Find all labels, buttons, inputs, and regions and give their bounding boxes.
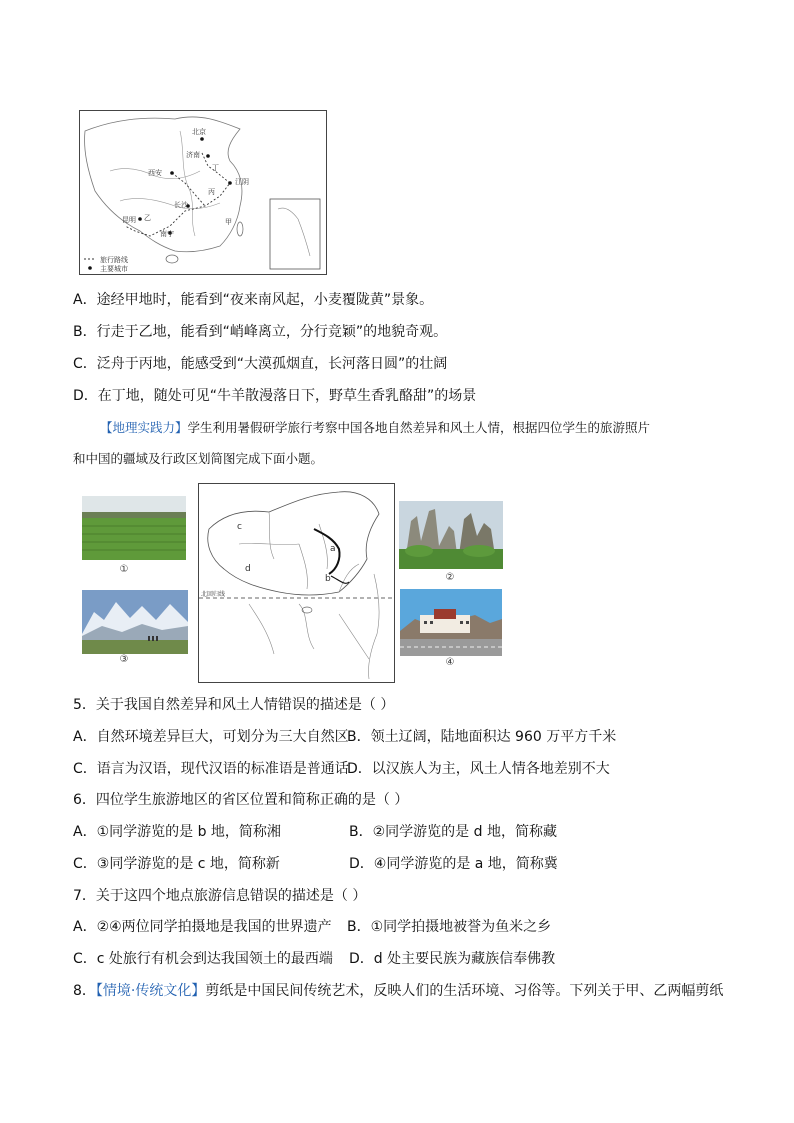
q4-option-d: D．在丁地，随处可见“牛羊散漫落日下，野草生香乳酪甜”的场景 (73, 388, 477, 404)
practice-text2: 和中国的疆域及行政区划简图完成下面小题。 (73, 451, 324, 466)
label-jinan: 济南 (186, 151, 200, 159)
label-yi: 乙 (144, 214, 151, 222)
q7-stem: 7．关于这四个地点旅游信息错误的描述是（ ） (73, 888, 367, 904)
q8-tag: 【情境·传统文化】 (95, 983, 206, 999)
route-map (79, 110, 327, 275)
label-jia: 甲 (225, 218, 232, 226)
caption-4: ④ (445, 657, 455, 668)
practice-intro-line1 (100, 418, 650, 438)
legend-route: 旅行路线 (100, 256, 128, 264)
q4-option-a: A．途经甲地时，能看到“夜来南风起，小麦覆陇黄”景象。 (73, 292, 434, 308)
label-kunming: 昆明 (122, 216, 136, 224)
q4-option-b: B．行走于乙地，能看到“峭峰离立，分行竞颖”的地貌奇观。 (73, 324, 448, 340)
q5-option-c: C．语言为汉语，现代汉语的标准语是普通话 (73, 761, 349, 777)
label-xian: 西安 (148, 169, 162, 177)
q8-stem (73, 981, 723, 1001)
q7-option-c: C．c 处旅行有机会到达我国领土的最西端 (73, 951, 333, 967)
caption-1: ① (119, 564, 129, 575)
q5-stem: 5．关于我国自然差异和风土人情错误的描述是（ ） (73, 697, 395, 713)
q6-option-c: C．③同学游览的是 c 地，简称新 (73, 856, 280, 872)
label-beijing: 北京 (192, 128, 206, 136)
china-province-map (198, 483, 395, 683)
map2-label-d: d (245, 564, 251, 574)
label-changsha: 长沙 (174, 201, 188, 209)
photo-snow-mountains (82, 590, 188, 654)
map2-label-c: c (237, 522, 242, 532)
q7-option-b: B．①同学拍摄地被誉为鱼米之乡 (347, 919, 552, 935)
practice-tag: 【地理实践力】 (100, 420, 188, 435)
practice-text1: 学生利用暑假研学旅行考察中国各地自然差异和风土人情，根据四位学生的旅游照片 (187, 420, 651, 435)
q8-text: 剪纸是中国民间传统艺术，反映人们的生活环境、习俗等。下列关于甲、乙两幅剪纸 (205, 983, 724, 999)
label-jiangyin: 江阴 (235, 178, 249, 186)
q5-option-a: A．自然环境差异巨大，可划分为三大自然区 (73, 729, 349, 745)
map2-label-a: a (330, 544, 336, 554)
tropic-label: 北回归线 (201, 591, 226, 598)
legend-city: 主要城市 (100, 265, 128, 273)
label-nanning: 南宁 (160, 230, 174, 238)
caption-3: ③ (119, 654, 129, 665)
map2-label-b: b (325, 574, 331, 584)
q4-option-c: C．泛舟于丙地，能感受到“大漠孤烟直，长河落日圆”的壮阔 (73, 356, 448, 372)
label-bing: 丙 (208, 188, 215, 196)
q5-option-b: B．领土辽阔，陆地面积达 960 万平方千米 (347, 729, 617, 745)
photo-farmland (82, 496, 186, 560)
photo-potala-palace (400, 589, 502, 656)
q7-option-a: A．②④两位同学拍摄地是我国的世界遗产 (73, 919, 332, 935)
q6-option-d: D．④同学游览的是 a 地，简称冀 (349, 856, 558, 872)
photo-karst-peaks (399, 501, 503, 569)
label-ding: 丁 (212, 164, 219, 172)
q7-option-d: D．d 处主要民族为藏族信奉佛教 (349, 951, 556, 967)
q8-number: 8． (73, 983, 96, 999)
caption-2: ② (445, 572, 455, 583)
q6-stem: 6．四位学生旅游地区的省区位置和简称正确的是（ ） (73, 792, 409, 808)
q6-option-a: A．①同学游览的是 b 地，简称湘 (73, 824, 281, 840)
china-province-drawing (199, 484, 394, 682)
q5-option-d: D．以汉族人为主，风土人情各地差别不大 (347, 761, 610, 777)
q6-option-b: B．②同学游览的是 d 地，简称藏 (349, 824, 557, 840)
